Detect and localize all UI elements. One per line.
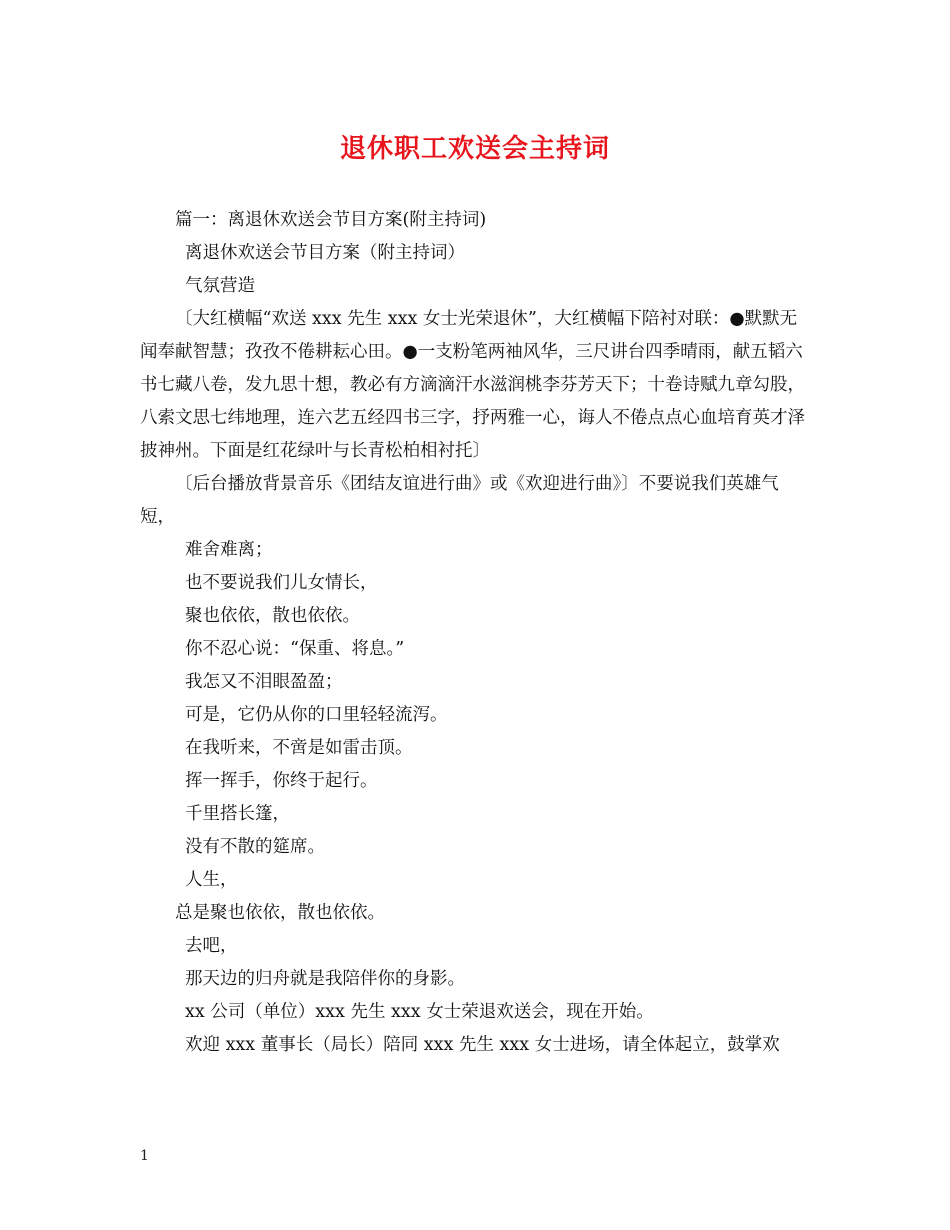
page-number: 1 [140,1148,149,1164]
paragraph: 气氛营造 [185,276,255,296]
paragraph: xx 公司（单位）xxx 先生 xxx 女士荣退欢送会，现在开始。 [185,1002,654,1022]
paragraph: 我怎又不泪眼盈盈； [185,672,343,692]
paragraph: 难舍难离； [185,540,273,560]
paragraph: 〔大红横幅“欢送 xxx 先生 xxx 女士光荣退休”，大红横幅下陪衬对联：●默默无闻奉献智慧；孜孜不倦耕耘心田。●一支粉笔两袖风华，三尺讲台四季晴雨，献五韬六书七藏八卷，发九思十想，教必有方滴滴汗水滋润桃李芬芳天下；十卷诗赋九章勾股，八索文思七纬地理，连六艺五经四书三字，抒两雅一心，诲人不倦点点心血培育英才泽披神州。下面是红花绿叶与长青松柏相衬托〕 [140,309,805,461]
paragraph: 没有不散的筵席。 [185,837,325,857]
document-title: 退休职工欢送会主持词 [339,134,610,164]
paragraph: 可是，它仍从你的口里轻轻流泻。 [185,705,448,725]
document-body [140,204,812,1062]
paragraph: 篇一：离退休欢送会节目方案(附主持词) [175,210,487,230]
paragraph: 欢迎 xxx 董事长（局长）陪同 xxx 先生 xxx 女士进场，请全体起立，鼓掌欢 [185,1035,780,1055]
paragraph: 离退休欢送会节目方案（附主持词） [185,243,465,263]
paragraph: 那天边的归舟就是我陪伴你的身影。 [185,969,465,989]
paragraph: 总是聚也依依，散也依依。 [175,903,385,923]
paragraph: 千里搭长篷， [185,804,290,824]
paragraph: 也不要说我们儿女情长， [185,573,378,593]
paragraph: 人生， [185,870,238,890]
paragraph: 在我听来，不啻是如雷击顶。 [185,738,413,758]
paragraph: 聚也依依，散也依依。 [185,606,360,626]
paragraph: 你不忍心说：“保重、将息。” [185,639,405,659]
paragraph: 去吧， [185,936,238,956]
paragraph: 〔后台播放背景音乐《团结友谊进行曲》或《欢迎进行曲》〕不要说我们英雄气短， [140,474,779,527]
paragraph: 挥一挥手，你终于起行。 [185,771,378,791]
